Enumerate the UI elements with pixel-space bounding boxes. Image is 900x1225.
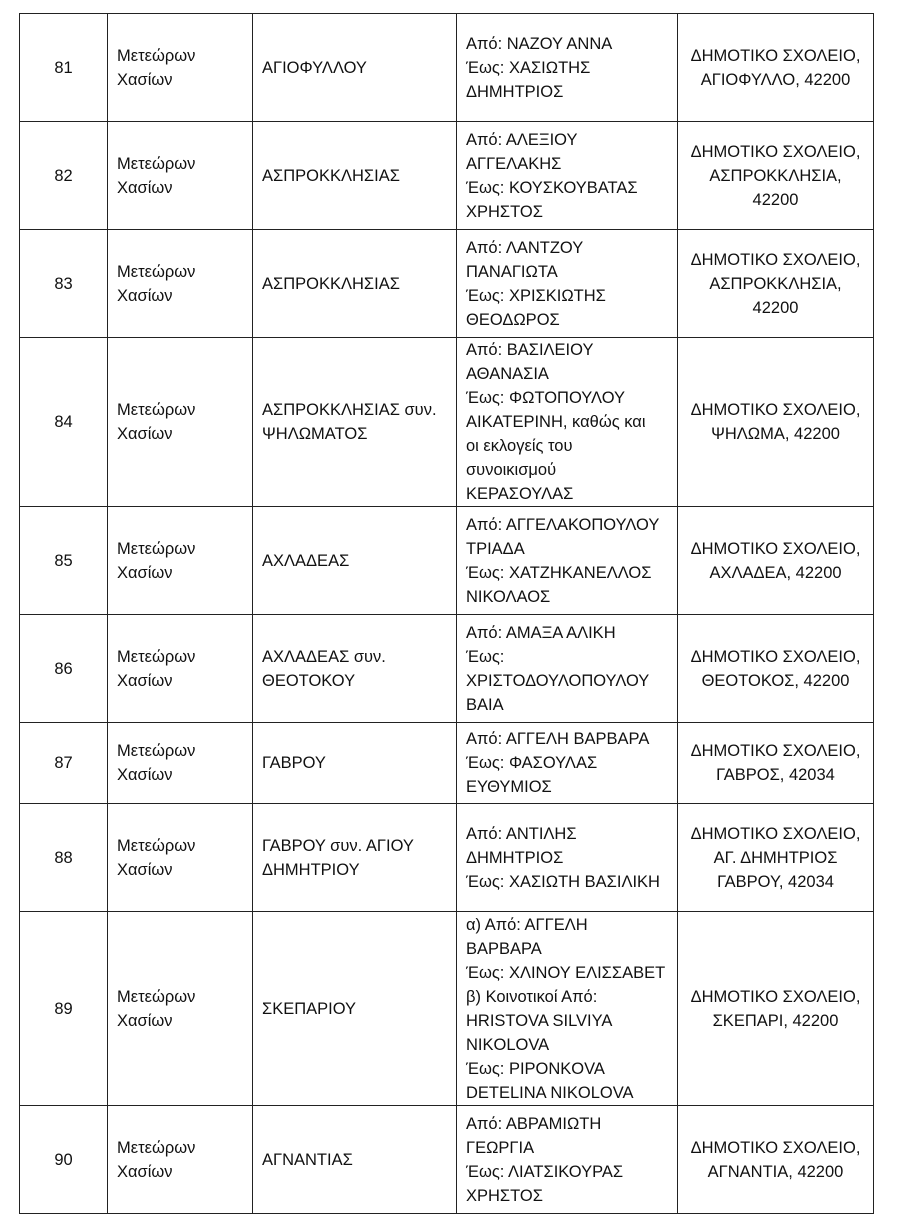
community-cell [253,230,457,338]
voter-range-cell [457,723,678,804]
municipal-unit-line: Μετεώρων [117,401,196,419]
community-cell [253,804,457,912]
polling-place-line: ΑΓΝΑΝΤΙΑ, 42200 [707,1162,844,1181]
table-body [20,14,874,1214]
community-line: ΨΗΛΩΜΑΤΟΣ [262,425,368,443]
polling-place-line: ΑΣΠΡΟΚΚΛΗΣΙΑ, [709,166,842,185]
voter-range-line: Έως: ΧΛΙΝΟΥ ΕΛΙΣΣΑΒΕΤ [466,963,666,982]
community-cell [253,723,457,804]
voter-range-line: ΒΑΡΒΑΡΑ [466,939,542,958]
polling-place-line: ΑΓΙΟΦΥΛΛΟ, 42200 [700,70,851,89]
voter-range-line: HRISTOVA SILVIYA [466,1011,613,1030]
voter-range-line: β) Κοινοτικοί Από: [466,987,598,1006]
voter-range-line: Από: ΑΒΡΑΜΙΩΤΗ [466,1114,602,1133]
voter-range-line: ΑΘΑΝΑΣΙΑ [466,365,549,383]
polling-place-line: ΔΗΜΟΤΙΚΟ ΣΧΟΛΕΙΟ, [690,987,861,1006]
voter-range-cell [457,230,678,338]
municipal-unit-line: Μετεώρων [117,46,196,65]
polling-place-line: ΔΗΜΟΤΙΚΟ ΣΧΟΛΕΙΟ, [690,250,861,269]
voter-range-line: ΔΗΜΗΤΡΙΟΣ [466,848,564,867]
polling-place-line: ΑΣΠΡΟΚΚΛΗΣΙΑ, [709,274,842,293]
municipal-unit-cell [108,230,253,338]
voter-range-cell [457,122,678,230]
community-line: ΑΧΛΑΔΕΑΣ συν. [262,647,386,666]
polling-place-cell [678,912,874,1106]
municipal-unit-line: Χασίων [117,766,173,784]
table-row [20,122,874,230]
municipal-unit-cell [108,338,253,507]
polling-place-line: ΘΕΟΤΟΚΟΣ, 42200 [701,671,850,690]
voter-range-line: ΧΡΙΣΤΟΔΟΥΛΟΠΟΥΛΟΥ [466,671,650,690]
polling-place-cell [678,338,874,507]
voter-range-line: ΧΡΗΣΤΟΣ [466,1186,543,1205]
voter-range-line: Έως: ΧΑΣΙΩΤΗ ΒΑΣΙΛΙΚΗ [466,872,660,891]
community-cell [253,1106,457,1214]
voter-range-line: ΑΓΓΕΛΑΚΗΣ [466,154,562,173]
municipal-unit-cell [108,14,253,122]
community-line: ΑΓΝΑΝΤΙΑΣ [262,1150,353,1169]
municipal-unit-line: Χασίων [117,860,173,879]
voter-range-line: Από: ΝΑΖΟΥ ΑΝΝΑ [466,34,613,53]
table-row [20,723,874,804]
municipal-unit-cell [108,912,253,1106]
station-number-cell: 81 [20,14,108,122]
polling-place-line: ΔΗΜΟΤΙΚΟ ΣΧΟΛΕΙΟ, [690,824,861,843]
voter-range-cell [457,507,678,615]
voter-range-line: Από: ΑΜΑΞΑ ΑΛΙΚΗ [466,623,616,642]
voter-range-line: ΤΡΙΑΔΑ [466,539,525,558]
station-number-cell: 84 [20,338,108,507]
voter-range-cell [457,804,678,912]
polling-place-cell [678,230,874,338]
table-row [20,804,874,912]
voter-range-line: ΓΕΩΡΓΙΑ [466,1138,535,1157]
table-row [20,507,874,615]
community-cell [253,338,457,507]
station-number-cell: 82 [20,122,108,230]
municipal-unit-line: Μετεώρων [117,1138,196,1157]
community-line: ΣΚΕΠΑΡΙΟΥ [262,999,357,1018]
voter-range-cell [457,338,678,507]
municipal-unit-line: Χασίων [117,425,173,443]
station-number-cell: 88 [20,804,108,912]
voter-range-line: NIKOLOVA [466,1035,550,1054]
table-row [20,615,874,723]
voter-range-line: DETELINA NIKOLOVA [466,1083,634,1102]
municipal-unit-line: Μετεώρων [117,262,196,281]
polling-place-line: 42200 [752,298,799,317]
voter-range-line: Από: ΛΑΝΤΖΟΥ [466,238,584,257]
polling-stations-table [19,13,874,1214]
voter-range-line: ΠΑΝΑΓΙΩΤΑ [466,262,558,281]
polling-place-line: ΔΗΜΟΤΙΚΟ ΣΧΟΛΕΙΟ, [690,142,861,161]
voter-range-line: Έως: ΧΡΙΣΚΙΩΤΗΣ [466,286,606,305]
voter-range-line: Έως: PIPONKOVA [466,1059,605,1078]
polling-place-line: ΨΗΛΩΜΑ, 42200 [711,425,840,443]
voter-range-line: Έως: [466,647,505,666]
voter-range-line: Από: ΑΓΓΕΛΑΚΟΠΟΥΛΟΥ [466,515,660,534]
voter-range-line: ΘΕΟΔΩΡΟΣ [466,310,560,329]
voter-range-cell [457,14,678,122]
municipal-unit-line: Μετεώρων [117,836,196,855]
table-row [20,14,874,122]
polling-place-line: 42200 [752,190,799,209]
polling-place-line: ΔΗΜΟΤΙΚΟ ΣΧΟΛΕΙΟ, [690,401,861,419]
voter-range-line: ΧΡΗΣΤΟΣ [466,202,543,221]
municipal-unit-line: Μετεώρων [117,742,196,760]
voter-range-line: ΕΥΘΥΜΙΟΣ [466,778,552,796]
polling-place-cell [678,507,874,615]
voter-range-line: Έως: ΛΙΑΤΣΙΚΟΥΡΑΣ [466,1162,624,1181]
polling-place-cell [678,804,874,912]
station-number-cell: 89 [20,912,108,1106]
voter-range-line: Από: ΒΑΣΙΛΕΙΟΥ [466,341,594,359]
voter-range-line: Έως: ΧΑΤΖΗΚΑΝΕΛΛΟΣ [466,563,652,582]
municipal-unit-line: Χασίων [117,1011,173,1030]
polling-place-cell [678,723,874,804]
community-cell [253,14,457,122]
voter-range-line: ΚΕΡΑΣΟΥΛΑΣ [466,485,574,503]
municipal-unit-cell [108,723,253,804]
community-cell [253,507,457,615]
polling-place-cell [678,1106,874,1214]
table-row [20,230,874,338]
municipal-unit-line: Χασίων [117,286,173,305]
polling-place-line: ΔΗΜΟΤΙΚΟ ΣΧΟΛΕΙΟ, [690,647,861,666]
voter-range-line: ΔΗΜΗΤΡΙΟΣ [466,82,564,101]
municipal-unit-line: Μετεώρων [117,987,196,1006]
voter-range-line: συνοικισμού [466,461,557,479]
polling-place-line: ΔΗΜΟΤΙΚΟ ΣΧΟΛΕΙΟ, [690,46,861,65]
polling-place-line: ΓΑΒΡΟΥ, 42034 [717,872,834,891]
community-line: ΑΓΙΟΦΥΛΛΟΥ [262,58,367,77]
community-line: ΑΧΛΑΔΕΑΣ [262,551,350,570]
municipal-unit-line: Χασίων [117,563,173,582]
polling-place-line: ΔΗΜΟΤΙΚΟ ΣΧΟΛΕΙΟ, [690,742,861,760]
polling-place-line: ΓΑΒΡΟΣ, 42034 [716,766,835,784]
community-line: ΔΗΜΗΤΡΙΟΥ [262,860,360,879]
voter-range-cell [457,1106,678,1214]
polling-place-cell [678,14,874,122]
community-cell [253,122,457,230]
polling-place-line: ΔΗΜΟΤΙΚΟ ΣΧΟΛΕΙΟ, [690,539,861,558]
polling-place-cell [678,615,874,723]
polling-place-line: ΑΧΛΑΔΕΑ, 42200 [709,563,842,582]
community-line: ΓΑΒΡΟΥ συν. ΑΓΙΟΥ [262,836,414,855]
polling-place-line: ΔΗΜΟΤΙΚΟ ΣΧΟΛΕΙΟ, [690,1138,861,1157]
municipal-unit-cell [108,804,253,912]
voter-range-line: α) Από: ΑΓΓΕΛΗ [466,915,588,934]
community-cell [253,615,457,723]
polling-place-line: ΣΚΕΠΑΡΙ, 42200 [712,1011,839,1030]
municipal-unit-line: Μετεώρων [117,647,196,666]
voter-range-cell [457,912,678,1106]
voter-range-line: οι εκλογείς του [466,437,573,455]
municipal-unit-line: Χασίων [117,178,173,197]
voter-range-line: Έως: ΧΑΣΙΩΤΗΣ [466,58,591,77]
voter-range-line: Έως: ΦΩΤΟΠΟΥΛΟΥ [466,389,626,407]
polling-place-cell [678,122,874,230]
community-line: ΘΕΟΤΟΚΟΥ [262,671,356,690]
voter-range-line: ΑΙΚΑΤΕΡΙΝΗ, καθώς και [466,413,646,431]
station-number-cell: 90 [20,1106,108,1214]
voter-range-line: ΒΑΙΑ [466,695,504,714]
table-row [20,1106,874,1214]
municipal-unit-line: Χασίων [117,70,173,89]
municipal-unit-cell [108,507,253,615]
community-line: ΑΣΠΡΟΚΚΛΗΣΙΑΣ [262,274,400,293]
table-row [20,338,874,507]
voter-range-line: Από: ΑΓΓΕΛΗ ΒΑΡΒΑΡΑ [466,730,650,748]
community-line: ΑΣΠΡΟΚΚΛΗΣΙΑΣ [262,166,400,185]
municipal-unit-cell [108,122,253,230]
voter-range-line: Από: ΑΝΤΙΛΗΣ [466,824,577,843]
community-line: ΓΑΒΡΟΥ [262,754,326,772]
voter-range-line: Από: ΑΛΕΞΙΟΥ [466,130,578,149]
municipal-unit-cell [108,1106,253,1214]
voter-range-line: ΝΙΚΟΛΑΟΣ [466,587,551,606]
community-cell [253,912,457,1106]
municipal-unit-line: Μετεώρων [117,154,196,173]
municipal-unit-line: Μετεώρων [117,539,196,558]
station-number-cell: 83 [20,230,108,338]
municipal-unit-line: Χασίων [117,671,173,690]
community-line: ΑΣΠΡΟΚΚΛΗΣΙΑΣ συν. [262,401,437,419]
voter-range-cell [457,615,678,723]
table-row [20,912,874,1106]
station-number-cell: 87 [20,723,108,804]
polling-place-line: ΑΓ. ΔΗΜΗΤΡΙΟΣ [713,848,838,867]
municipal-unit-cell [108,615,253,723]
voter-range-line: Έως: ΦΑΣΟΥΛΑΣ [466,754,598,772]
municipal-unit-line: Χασίων [117,1162,173,1181]
voter-range-line: Έως: ΚΟΥΣΚΟΥΒΑΤΑΣ [466,178,638,197]
station-number-cell: 86 [20,615,108,723]
station-number-cell: 85 [20,507,108,615]
